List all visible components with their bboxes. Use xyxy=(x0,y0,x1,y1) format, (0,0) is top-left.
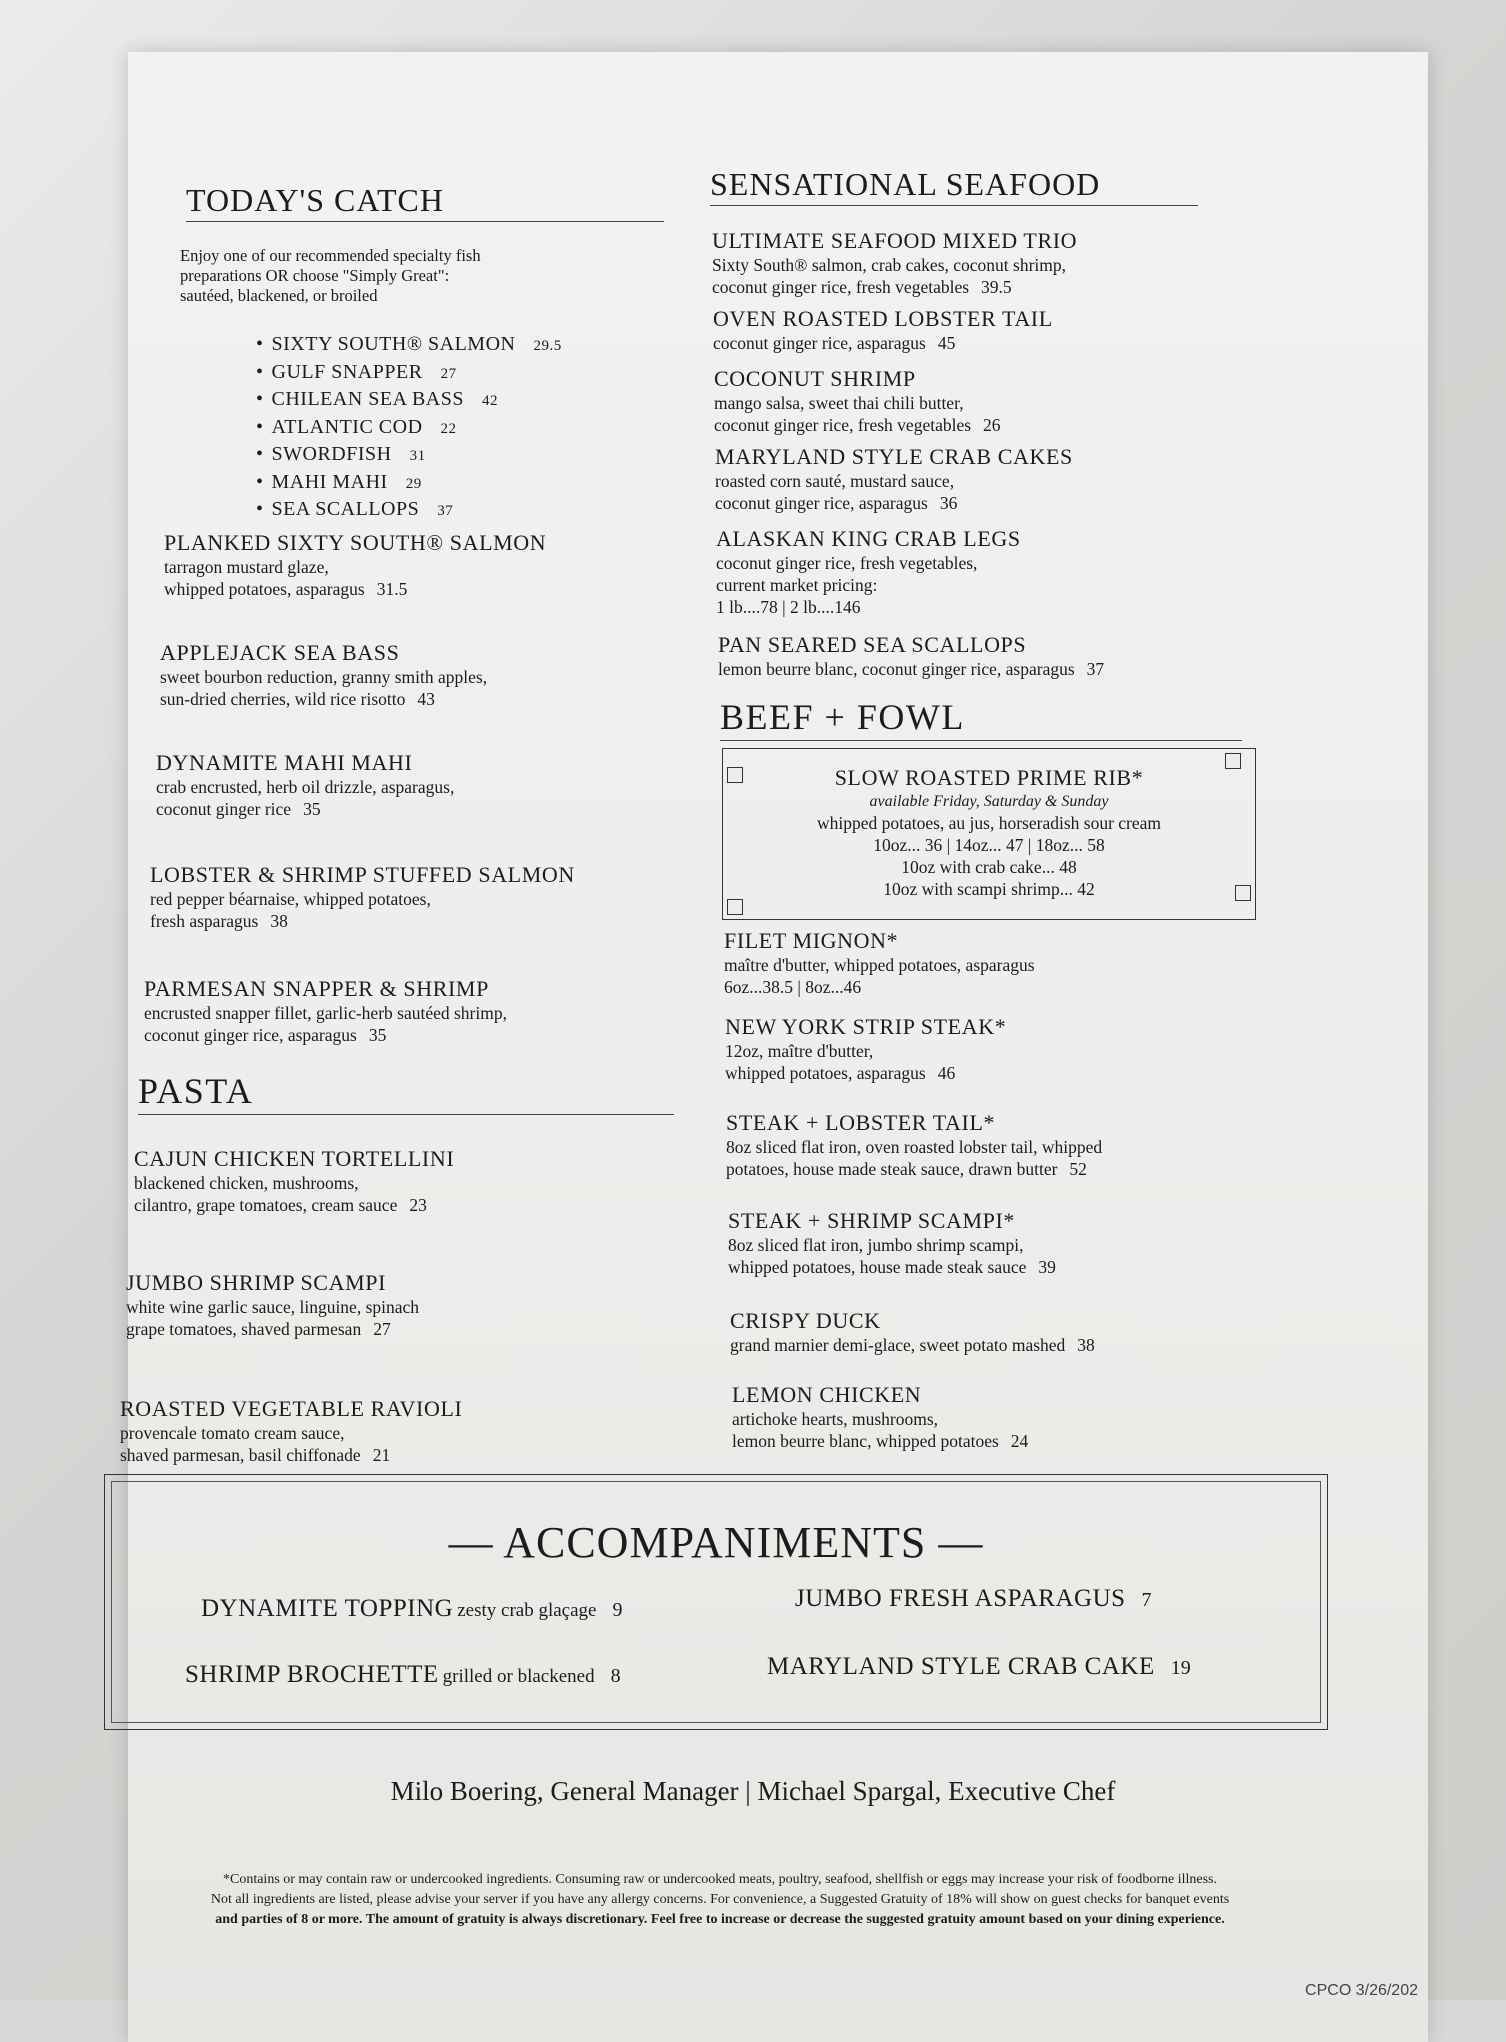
menu-item xyxy=(134,1146,454,1216)
menu-item xyxy=(732,1382,1028,1452)
menu-item xyxy=(712,228,1077,298)
item-price: 37 xyxy=(1086,659,1105,679)
seafood-heading: SENSATIONAL SEAFOOD xyxy=(710,166,1198,206)
menu-item xyxy=(160,640,487,710)
fish-item: • SIXTY SOUTH® SALMON 29.5 xyxy=(256,332,562,360)
item-price: 23 xyxy=(409,1195,427,1215)
item-price: 45 xyxy=(937,333,956,353)
item-desc: fresh asparagus 38 xyxy=(150,911,288,931)
accompaniment-item: SHRIMP BROCHETTE grilled or blackened 8 xyxy=(185,1661,621,1688)
intro-line: preparations OR choose "Simply Great": xyxy=(180,266,450,285)
todays-catch-heading: TODAY'S CATCH xyxy=(186,182,664,222)
item-price: 52 xyxy=(1069,1159,1087,1179)
item-desc: grape tomatoes, shaved parmesan 27 xyxy=(126,1319,391,1339)
management-credits: Milo Boering, General Manager | Michael Spargal, Executive Chef xyxy=(390,1776,1116,1806)
item-name: NEW YORK STRIP STEAK* xyxy=(725,1014,1007,1039)
menu-item xyxy=(156,750,454,820)
accompaniment-item: MARYLAND STYLE CRAB CAKE 19 xyxy=(767,1653,1191,1680)
item-desc: coconut ginger rice, asparagus 35 xyxy=(144,1025,387,1045)
item-desc: whipped potatoes, house made steak sauce 39 xyxy=(728,1257,1056,1277)
item-desc: coconut ginger rice, asparagus 36 xyxy=(715,493,958,513)
item-desc: coconut ginger rice, fresh vegetables 39.5 xyxy=(712,277,1012,297)
menu-item xyxy=(144,976,507,1046)
item-name: COCONUT SHRIMP xyxy=(714,366,916,391)
item-desc: white wine garlic sauce, linguine, spinach xyxy=(126,1297,420,1317)
item-name: MARYLAND STYLE CRAB CAKES xyxy=(715,444,1073,469)
item-price: 21 xyxy=(372,1445,391,1465)
footer-code: CPCO 3/26/202 xyxy=(1305,1982,1418,1999)
item-name: LEMON CHICKEN xyxy=(732,1382,922,1407)
item-desc: tarragon mustard glaze, xyxy=(164,557,329,577)
item-name: DYNAMITE MAHI MAHI xyxy=(156,750,413,775)
prime-rib-line: 10oz with crab cake... 48 xyxy=(901,857,1077,877)
item-price: 31.5 xyxy=(376,579,408,599)
item-desc: whipped potatoes, asparagus 46 xyxy=(725,1063,956,1083)
box-corner xyxy=(727,767,743,783)
item-desc: crab encrusted, herb oil drizzle, asparagus, xyxy=(156,777,455,797)
menu-item xyxy=(120,1396,462,1466)
item-desc: 8oz sliced flat iron, oven roasted lobster tail, whipped xyxy=(726,1137,1103,1157)
box-corner xyxy=(1225,753,1241,769)
fish-item: • GULF SNAPPER 27 xyxy=(256,360,562,388)
menu-item xyxy=(714,366,1001,436)
prime-rib-line: whipped potatoes, au jus, horseradish sour cream xyxy=(816,813,1162,833)
accompaniments-box xyxy=(104,1474,1328,1730)
item-name: JUMBO SHRIMP SCAMPI xyxy=(126,1270,386,1295)
item-desc: lemon beurre blanc, coconut ginger rice, asparagus 37 xyxy=(718,659,1105,679)
accompaniments-heading: — ACCOMPANIMENTS — xyxy=(448,1518,984,1567)
menu-item xyxy=(728,1208,1056,1278)
item-desc: mango salsa, sweet thai chili butter, xyxy=(714,393,964,413)
fish-list xyxy=(256,332,562,525)
item-desc: 1 lb....78 | 2 lb....146 xyxy=(716,597,861,617)
fish-item: • SWORDFISH 31 xyxy=(256,442,562,470)
item-desc: 6oz...38.5 | 8oz...46 xyxy=(724,977,862,997)
item-desc: blackened chicken, mushrooms, xyxy=(134,1173,359,1193)
item-name: LOBSTER & SHRIMP STUFFED SALMON xyxy=(150,862,575,887)
item-desc: coconut ginger rice 35 xyxy=(156,799,321,819)
item-desc: 12oz, maître d'butter, xyxy=(725,1041,874,1061)
item-name: CAJUN CHICKEN TORTELLINI xyxy=(134,1146,455,1171)
item-price: 46 xyxy=(937,1063,956,1083)
item-price: 39.5 xyxy=(981,277,1012,297)
fish-item: • MAHI MAHI 29 xyxy=(256,470,562,498)
item-desc: grand marnier demi-glace, sweet potato mashed 38 xyxy=(730,1335,1095,1355)
item-name: ULTIMATE SEAFOOD MIXED TRIO xyxy=(712,228,1078,253)
box-corner xyxy=(727,899,743,915)
accompaniment-item: DYNAMITE TOPPING zesty crab glaçage 9 xyxy=(201,1595,623,1622)
item-price: 39 xyxy=(1038,1257,1056,1277)
box-corner xyxy=(1235,885,1251,901)
menu-item xyxy=(150,862,575,932)
menu-item xyxy=(716,526,1021,618)
item-name: STEAK + LOBSTER TAIL* xyxy=(726,1110,996,1135)
item-price: 26 xyxy=(983,415,1001,435)
item-price: 43 xyxy=(417,689,435,709)
item-desc: whipped potatoes, asparagus 31.5 xyxy=(164,579,408,599)
item-desc: coconut ginger rice, fresh vegetables 26 xyxy=(714,415,1001,435)
item-desc: encrusted snapper fillet, garlic-herb sautéed shrimp, xyxy=(144,1003,507,1023)
prime-rib-name: SLOW ROASTED PRIME RIB* xyxy=(834,765,1144,790)
item-price: 38 xyxy=(1077,1335,1095,1355)
item-desc: coconut ginger rice, asparagus 45 xyxy=(713,333,956,353)
fish-item: • ATLANTIC COD 22 xyxy=(256,415,562,443)
item-name: PARMESAN SNAPPER & SHRIMP xyxy=(144,976,489,1001)
disclaimer-line: *Contains or may contain raw or undercooked ingredients. Consuming raw or undercooked meats, poultry, seafood, shellfish or eggs may increase your risk of foodborne illness. xyxy=(222,1872,1218,1887)
item-price: 24 xyxy=(1010,1431,1029,1451)
item-desc: potatoes, house made steak sauce, drawn butter 52 xyxy=(726,1159,1087,1179)
disclaimer xyxy=(100,1870,1340,1930)
todays-catch-intro xyxy=(180,246,481,306)
item-price: 35 xyxy=(303,799,321,819)
prime-rib-line: 10oz... 36 | 14oz... 47 | 18oz... 58 xyxy=(873,835,1105,855)
item-desc: Sixty South® salmon, crab cakes, coconut shrimp, xyxy=(712,255,1067,275)
intro-line: sautéed, blackened, or broiled xyxy=(180,286,378,305)
item-name: PLANKED SIXTY SOUTH® SALMON xyxy=(164,530,547,555)
item-desc: sweet bourbon reduction, granny smith apples, xyxy=(160,667,488,687)
item-desc: cilantro, grape tomatoes, cream sauce 23 xyxy=(134,1195,427,1215)
item-name: ALASKAN KING CRAB LEGS xyxy=(716,526,1021,551)
item-desc: lemon beurre blanc, whipped potatoes 24 xyxy=(732,1431,1029,1451)
disclaimer-line: Not all ingredients are listed, please advise your server if you have any allergy concerns. For convenience, a Suggested Gratuity of 18% will show on guest checks for banquet events xyxy=(210,1892,1230,1907)
menu-item xyxy=(730,1308,1095,1356)
menu-item xyxy=(126,1270,419,1340)
item-name: ROASTED VEGETABLE RAVIOLI xyxy=(120,1396,463,1421)
item-desc: current market pricing: xyxy=(716,575,878,595)
disclaimer-line: and parties of 8 or more. The amount of gratuity is always discretionary. Feel free to increase or decrease the suggested gratuity amount based on your dining experience. xyxy=(215,1912,1225,1927)
prime-rib-line: 10oz with scampi shrimp... 42 xyxy=(883,879,1095,899)
beef-fowl-heading: BEEF + FOWL xyxy=(720,696,1242,741)
menu-item xyxy=(724,928,1035,998)
fish-item: • CHILEAN SEA BASS 42 xyxy=(256,387,562,415)
item-name: CRISPY DUCK xyxy=(730,1308,881,1333)
menu-item xyxy=(715,444,1073,514)
item-desc: shaved parmesan, basil chiffonade 21 xyxy=(120,1445,391,1465)
item-desc: coconut ginger rice, fresh vegetables, xyxy=(716,553,978,573)
pasta-heading: PASTA xyxy=(138,1070,674,1115)
item-desc: sun-dried cherries, wild rice risotto 43 xyxy=(160,689,435,709)
menu-item xyxy=(164,530,546,600)
item-price: 38 xyxy=(270,911,288,931)
intro-line: Enjoy one of our recommended specialty fish xyxy=(180,246,481,265)
item-price: 35 xyxy=(368,1025,387,1045)
item-name: PAN SEARED SEA SCALLOPS xyxy=(718,632,1027,657)
item-desc: 8oz sliced flat iron, jumbo shrimp scampi, xyxy=(728,1235,1024,1255)
menu-item xyxy=(718,632,1104,680)
item-name: OVEN ROASTED LOBSTER TAIL xyxy=(713,306,1053,331)
accompaniment-item: JUMBO FRESH ASPARAGUS 7 xyxy=(795,1585,1152,1612)
item-name: APPLEJACK SEA BASS xyxy=(160,640,400,665)
item-desc: maître d'butter, whipped potatoes, asparagus xyxy=(724,955,1035,975)
prime-rib-availability: available Friday, Saturday & Sunday xyxy=(869,793,1109,810)
item-desc: roasted corn sauté, mustard sauce, xyxy=(715,471,955,491)
prime-rib-box xyxy=(722,748,1256,920)
item-desc: provencale tomato cream sauce, xyxy=(120,1423,345,1443)
item-name: STEAK + SHRIMP SCAMPI* xyxy=(728,1208,1016,1233)
menu-item xyxy=(713,306,1053,354)
menu-item xyxy=(725,1014,1006,1084)
item-price: 36 xyxy=(939,493,958,513)
fish-item: • SEA SCALLOPS 37 xyxy=(256,497,562,525)
item-name: FILET MIGNON* xyxy=(724,928,899,953)
item-desc: red pepper béarnaise, whipped potatoes, xyxy=(150,889,431,909)
item-desc: artichoke hearts, mushrooms, xyxy=(732,1409,939,1429)
item-price: 27 xyxy=(373,1319,391,1339)
menu-item xyxy=(726,1110,1102,1180)
